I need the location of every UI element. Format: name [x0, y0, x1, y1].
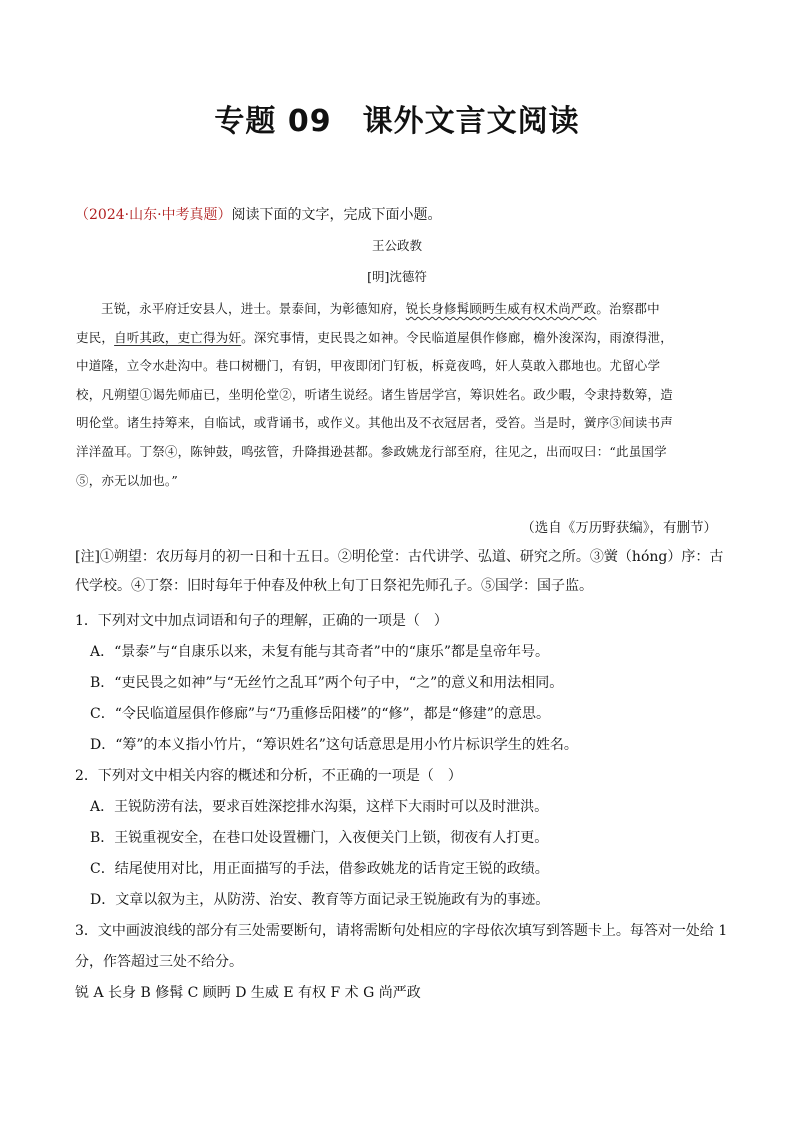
passage-author: [明]沈德符 [367, 269, 427, 284]
passage-title: 王公政教 [371, 238, 422, 253]
annotation-notes: [注]①朔望：农历每月的初一日和十五日。②明伦堂：古代讲学、弘道、研究之所。③黉（hóng）序：古 代学校。④丁祭：旧时每年于仲春及仲秋上旬丁日祭祀先师孔子。⑤国学：国子监。 [75, 549, 724, 594]
underlined-sentence: 自听其政，吏亡得为奸 [114, 329, 242, 345]
question-2-stem: 2．下列对文中相关内容的概述和分析，不正确的一项是（ ） [75, 768, 462, 784]
question-2-option-b: B．王锐重视安全，在巷口处设置栅门，入夜便关门上锁，彻夜有人打更。 [90, 830, 549, 846]
question-1-option-b: B．“吏民畏之如神”与“无丝竹之乱耳”两个句子中，“之”的意义和用法相同。 [90, 675, 564, 691]
question-1-option-a: A．“景泰”与“自康乐以来，未复有能与其奇者”中的“康乐”都是皇帝年号。 [90, 644, 550, 660]
wavy-underlined-text: 锐长身修髯顾眄生威有权术尚严政 [405, 301, 597, 316]
passage-line: 王锐，永平府迁安县人，进士。景泰间，为彰德知府，锐长身修髯顾眄生威有权术尚严政。治察郡中 [101, 301, 660, 316]
question-1-option-c: C．“令民临道屋俱作修廊”与“乃重修岳阳楼”的“修”，都是“修建”的意思。 [90, 706, 550, 722]
question-1-option-d: D．“筹”的本义指小竹片，“筹识姓名”这句话意思是用小竹片标识学生的姓名。 [90, 737, 578, 753]
question-1-stem: 1．下列对文中加点词语和句子的理解，正确的一项是（ ） [75, 613, 448, 629]
source-tag: （2024·山东·中考真题） [75, 207, 232, 223]
passage-body [76, 295, 722, 495]
question-3-sentence: 锐 A 长身 B 修髯 C 顾眄 D 生威 E 有权 F 术 G 尚严政 [75, 985, 421, 1001]
page-title: 专题 09 课外文言文阅读 [214, 104, 580, 139]
passage-line: 吏民，自听其政，吏亡得为奸。深究事情，吏民畏之如神。令民临道屋俱作修廊，檐外浚深沟，雨潦得泄， [76, 329, 673, 345]
source-credit: （选自《万历野获编》，有删节） [521, 520, 717, 536]
instruction-text: 阅读下面的文字，完成下面小题。 [231, 207, 442, 223]
question-2-option-a: A．王锐防涝有法，要求百姓深挖排水沟渠，这样下大雨时可以及时泄洪。 [90, 799, 549, 815]
passage-line: 明伦堂。诸生持筹来，自临试，或背诵书，或作义。其他出及不衣冠居者，受笞。当是时，黉序③间读书声 [76, 415, 673, 431]
question-intro [75, 205, 442, 225]
question-3-stem-cont: 分，作答超过三处不给分。 [75, 954, 243, 970]
passage-line: 洋洋盈耳。丁祭④，陈钟鼓，鸣弦管，升降揖逊甚都。参政姚龙行部至府，往见之，出而叹曰：“此虽国学 [76, 443, 667, 459]
passage-line: 校，凡朔望①谒先师庙已，坐明伦堂②，听诸生说经。诸生皆居学宫，筹识姓名。政少暇，令隶持数筹，造 [76, 386, 673, 402]
passage-line: 中道隆，立令水赴沟中。巷口树栅门，有钥，甲夜即闭门钉板，柝竟夜鸣，奸人莫敢入郡地也。尤留心学 [76, 358, 661, 374]
passage-line: ⑤，亦无以加也。” [76, 472, 178, 488]
question-3-stem: 3．文中画波浪线的部分有三处需要断句，请将需断句处相应的字母依次填写到答题卡上。每答对一处给 1 [75, 923, 728, 939]
question-2-option-c: C．结尾使用对比，用正面描写的手法，借参政姚龙的话肯定王锐的政绩。 [90, 861, 549, 877]
question-2-option-d: D．文章以叙为主，从防涝、治安、教育等方面记录王锐施政有为的事迹。 [90, 892, 550, 908]
